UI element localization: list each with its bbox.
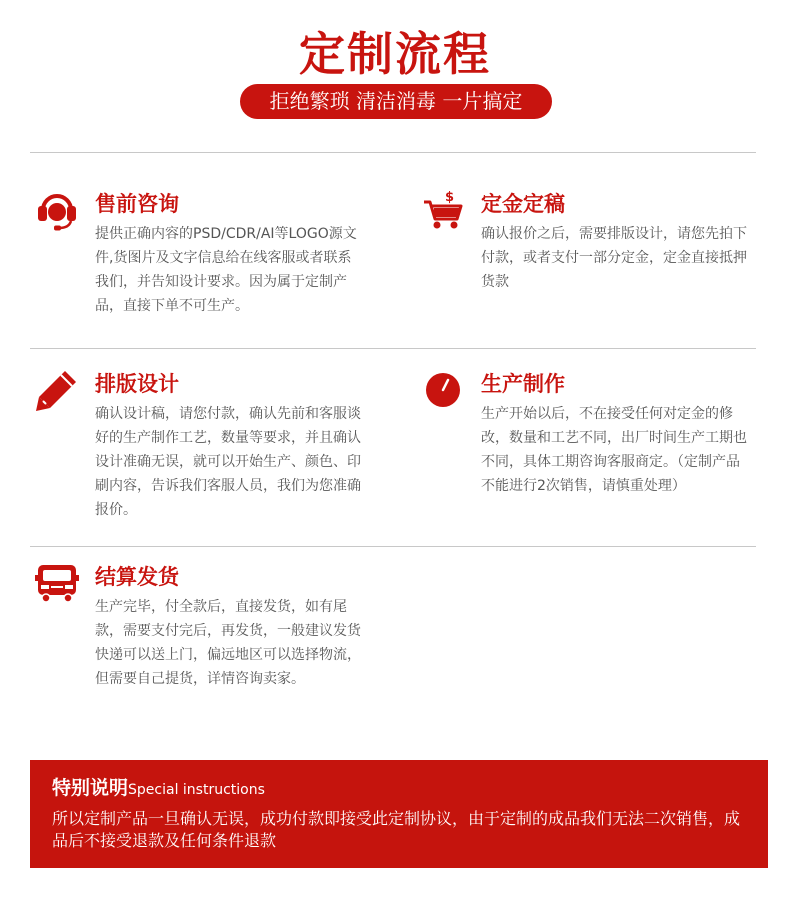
step-description: 确认设计稿，请您付款，确认先前和客服谈好的生产制作工艺，数量等要求，并且确认设计准确无误，就可以开始生产、颜色、印刷内容，告诉我们客服人员，我们为您准确报价。	[95, 406, 361, 518]
step-description: 生产完毕，付全款后，直接发货，如有尾款，需要支付完后，再发货，一般建议发货快递可以送上门，偏远地区可以选择物流，但需要自己提货，详情咨询卖家。	[95, 599, 361, 687]
pencil-icon	[35, 368, 79, 412]
shopping-cart-dollar-icon	[421, 188, 465, 232]
clock-icon	[421, 368, 465, 412]
step-title: 售前咨询	[95, 192, 179, 216]
svg-text:$: $	[445, 190, 455, 205]
notice-title-cn: 特别说明	[52, 777, 129, 799]
notice-title	[52, 773, 265, 800]
step-title: 结算发货	[95, 565, 179, 589]
notice-body: 所以定制产品一旦确认无误，成功付款即接受此定制协议，由于定制的成品我们无法二次销售，成品后不接受退款及任何条件退款	[52, 809, 741, 850]
step-title: 生产制作	[481, 372, 565, 396]
divider	[30, 348, 756, 349]
headset-icon	[35, 188, 79, 232]
step-description: 生产开始以后，不在接受任何对定金的修改，数量和工艺不同，出厂时间生产工期也不同，具体工期咨询客服商定。（定制产品不能进行2次销售，请慎重处理）	[481, 406, 747, 494]
divider	[30, 546, 756, 547]
notice-title-en: Special instructions	[128, 782, 265, 798]
special-notice	[30, 760, 768, 868]
step-title: 定金定稿	[481, 192, 565, 216]
divider	[30, 152, 756, 153]
subtitle-banner: 拒绝繁琐 清洁消毒 一片搞定	[240, 84, 552, 119]
step-description: 确认报价之后，需要排版设计，请您先拍下付款，或者支付一部分定金，定金直接抵押货款	[481, 226, 747, 290]
step-title: 排版设计	[95, 372, 179, 396]
step-description: 提供正确内容的PSD/CDR/AI等LOGO源文件,货图片及文字信息给在线客服或者联系我们，并告知设计要求。因为属于定制产品，直接下单不可生产。	[95, 226, 357, 314]
page-title: 定制流程	[299, 27, 491, 81]
delivery-truck-icon	[35, 561, 79, 605]
